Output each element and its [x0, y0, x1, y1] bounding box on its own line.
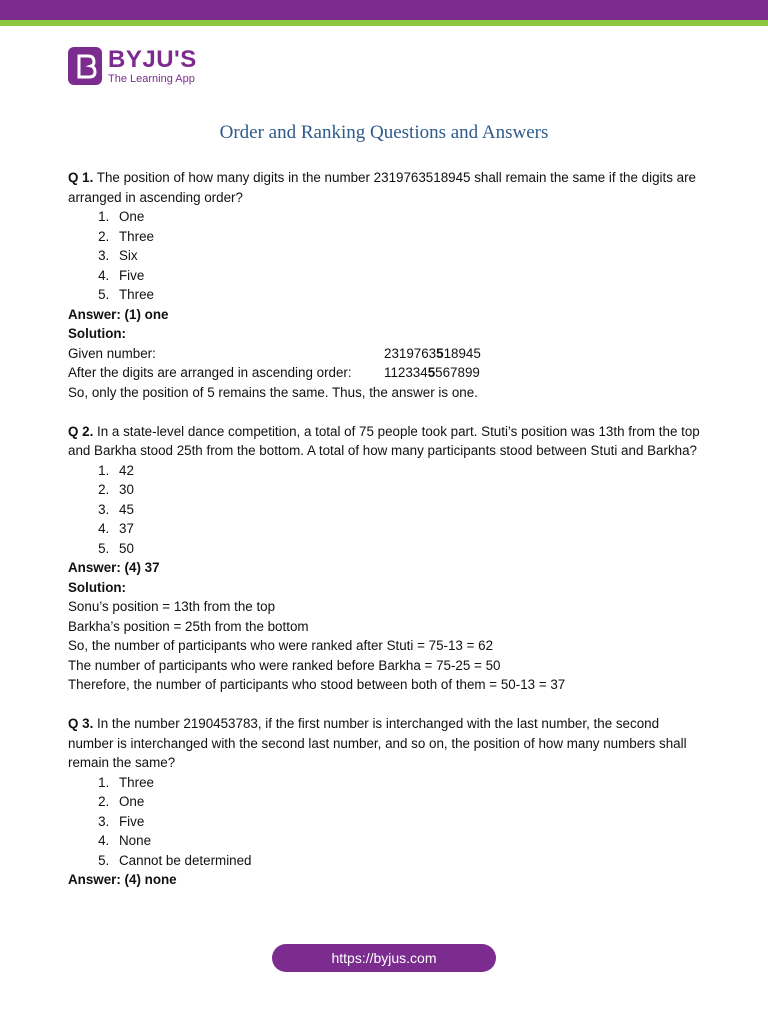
question-1-options: [68, 207, 708, 305]
question-1-text: The position of how many digits in the number 2319763518945 shall remain the same if the digits are arranged in ascending order?: [68, 170, 697, 205]
sorted-number-row: [68, 363, 708, 383]
solution-line: Barkha’s position = 25th from the bottom: [68, 618, 309, 634]
brand-tagline: The Learning App: [108, 72, 195, 85]
top-purple-bar: [0, 0, 768, 20]
solution-line: Therefore, the number of participants who stood between both of them = 50-13 = 37: [68, 677, 566, 692]
given-number-row: [68, 344, 708, 364]
question-3: [68, 714, 708, 773]
solution-line: The number of participants who were ranked before Barkha = 75-25 = 50: [68, 657, 501, 673]
question-2-solution-label: Solution:: [68, 579, 127, 595]
question-1-answer: Answer: (1) one: [68, 306, 169, 322]
question-2-number: Q 2.: [68, 423, 94, 439]
option: 4. None: [113, 831, 708, 851]
document-body: [68, 168, 708, 890]
question-3-number: Q 3.: [68, 716, 94, 731]
given-label: Given number:: [68, 345, 156, 361]
question-3-answer: Answer: (4) none: [68, 872, 177, 887]
question-2-answer: Answer: (4) 37: [68, 560, 160, 575]
page-title: Order and Ranking Questions and Answers: [219, 122, 549, 143]
given-number: 2319763518945: [384, 345, 481, 361]
option: 4. 37: [113, 519, 708, 539]
question-2-options: [68, 461, 708, 559]
question-1-conclusion: So, only the position of 5 remains the same. Thus, the answer is one.: [68, 384, 478, 400]
question-3-text: In the number 2190453783, if the first number is interchanged with the last number, the second number is interchanged with the second last number, and so on, the position of how many numbers shall remain the same?: [68, 716, 687, 770]
option: 4. Five: [113, 266, 708, 286]
option: 1. Three: [113, 773, 708, 793]
option: 1. 42: [113, 461, 708, 481]
option: 3. Six: [113, 246, 708, 266]
brand-name: BYJU'S: [108, 45, 197, 73]
solution-line: So, the number of participants who were ranked after Stuti = 75-13 = 62: [68, 638, 494, 653]
option: 3. Five: [113, 812, 708, 832]
question-2-text: In a state-level dance competition, a total of 75 people took part. Stuti’s position was 13th from the top and Barkha stood 25th from the bottom. A total of how many participants stood between Stuti and Barkha?: [68, 423, 700, 458]
option: 2. 30: [113, 480, 708, 500]
question-3-options: [68, 773, 708, 871]
option: 5. Three: [113, 285, 708, 305]
question-1-number: Q 1.: [68, 170, 94, 185]
byjus-logo: [68, 46, 197, 86]
question-1-solution-label: Solution:: [68, 326, 127, 341]
option: 3. 45: [113, 500, 708, 520]
footer-url-link[interactable]: https://byjus.com: [272, 944, 496, 972]
option: 5. 50: [113, 539, 708, 559]
option: 2. One: [113, 792, 708, 812]
option: 1. One: [113, 207, 708, 227]
option: 2. Three: [113, 227, 708, 247]
byjus-b-icon: [68, 47, 102, 85]
question-2: [68, 422, 708, 461]
question-1: [68, 168, 708, 207]
sorted-label: After the digits are arranged in ascending order:: [68, 365, 352, 380]
option: 5. Cannot be determined: [113, 851, 708, 871]
solution-line: Sonu’s position = 13th from the top: [68, 599, 276, 614]
sorted-number: 1123345567899: [384, 365, 480, 380]
